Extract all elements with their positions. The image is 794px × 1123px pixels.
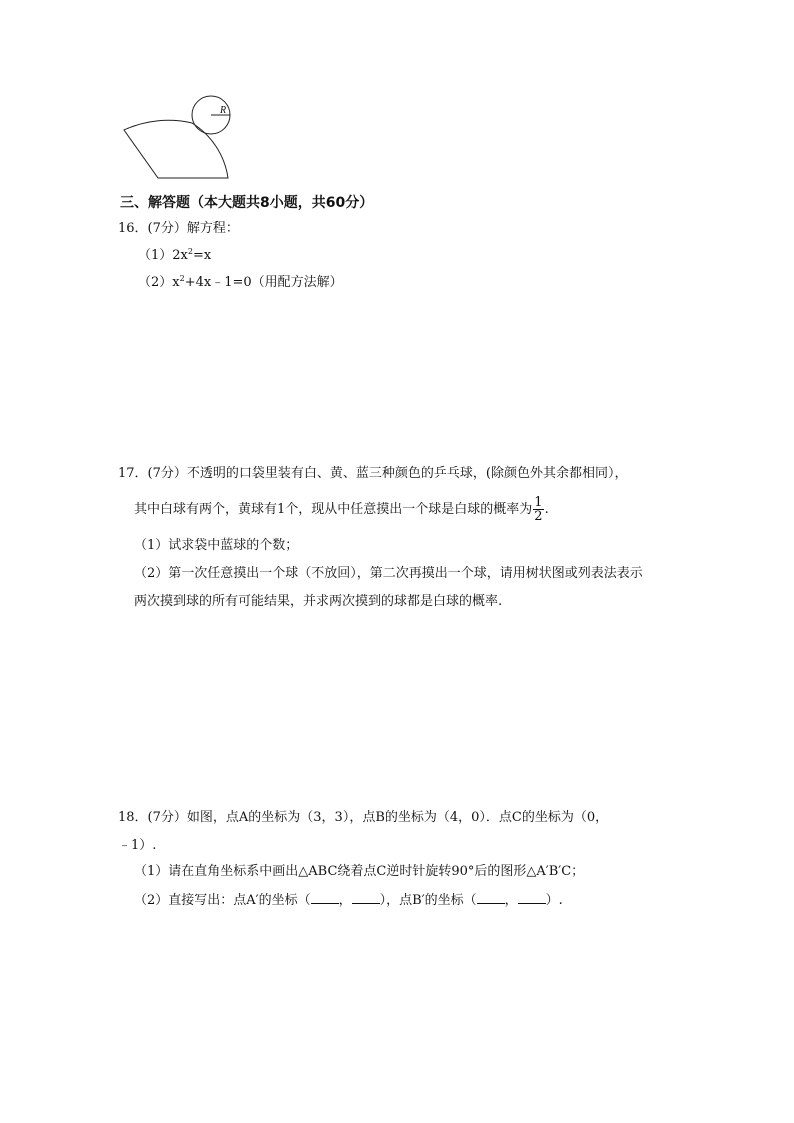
q16-part2-suffix: +4x﹣1=0（用配方法解） xyxy=(184,275,343,290)
q16-part2 xyxy=(138,275,343,291)
q17-line2-text: 其中白球有两个，黄球有1个，现从中任意摸出一个球是白球的概率为 xyxy=(134,502,533,517)
q17-line2 xyxy=(134,496,549,523)
section-title: 三、解答题（本大题共8小题，共60分） xyxy=(120,195,374,211)
sector-circle-figure xyxy=(110,90,250,185)
q18-part2-text-b: ），点B′的坐标（ xyxy=(379,893,477,908)
fraction-numerator: 1 xyxy=(534,495,543,510)
q18-part2-text-a: （2）直接写出：点A′的坐标（ xyxy=(134,893,311,908)
q17-part2-line1: （2）第一次任意摸出一个球（不放回），第二次再摸出一个球，请用树状图或列表法表示 xyxy=(134,566,643,581)
answer-blank-b-x[interactable] xyxy=(477,892,505,904)
answer-blank-b-y[interactable] xyxy=(518,892,546,904)
q16-part1-prefix: （1）2x xyxy=(138,248,188,263)
q16-part1 xyxy=(138,248,211,264)
q18-line2: ﹣1）. xyxy=(118,838,157,853)
q16-part1-exponent: 2 xyxy=(187,247,193,256)
q18-part2 xyxy=(134,892,563,909)
q18-part2-text-c: ）. xyxy=(545,893,563,908)
q17-part1: （1）试求袋中蓝球的个数； xyxy=(134,538,299,553)
answer-blank-a-y[interactable] xyxy=(352,892,380,904)
probability-fraction xyxy=(533,496,543,523)
fraction-denominator: 2 xyxy=(534,509,543,524)
q17-line2-end: . xyxy=(544,502,549,517)
q17-part2-line2: 两次摸到球的所有可能结果，并求两次摸到的球都是白球的概率. xyxy=(134,594,503,609)
q18-line1: 18．(7分）如图，点A的坐标为（3，3），点B的坐标为（4，0）．点C的坐标为（0， xyxy=(118,810,609,825)
radius-label: R xyxy=(220,105,227,116)
q18-part2-comma2: ， xyxy=(504,893,518,908)
q17-line1: 17．(7分）不透明的口袋里装有白、黄、蓝三种颜色的乒乓球，(除颜色外其余都相同）， xyxy=(118,466,628,481)
q16-part2-exponent: 2 xyxy=(179,274,185,283)
q16-part2-prefix: （2）x xyxy=(138,275,180,290)
answer-blank-a-x[interactable] xyxy=(311,892,339,904)
q16-part1-suffix: =x xyxy=(192,248,212,263)
sector-shape xyxy=(124,120,228,178)
q16-stem: 16．(7分）解方程： xyxy=(118,221,239,236)
q18-part2-comma1: ， xyxy=(338,893,352,908)
q18-part1: （1）请在直角坐标系中画出△ABC绕着点C逆时针旋转90°后的图形△A′B′C； xyxy=(134,864,585,879)
